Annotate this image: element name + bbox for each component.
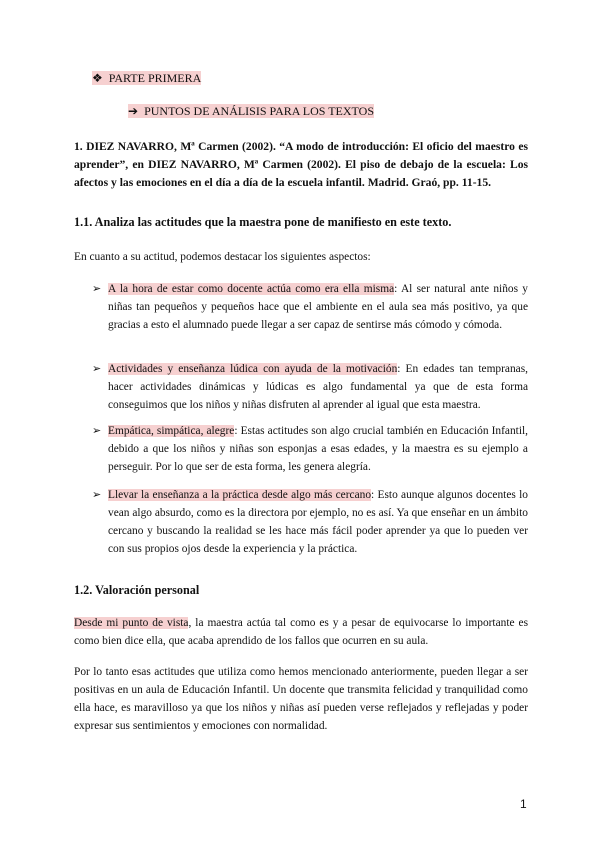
section-1-intro: En cuanto a su actitud, podemos destacar los siguientes aspectos: xyxy=(74,251,371,263)
bullet-text: : Al ser natural ante niños y niñas tan pequeños y pequeños hace que el ambiente en el aula sea más positivo, ya que gracias a esto el alumnado puede llegar a ser capaz de sentirse más cómodo y cómoda. xyxy=(108,283,528,331)
arrowhead-bullet-icon: ➢ xyxy=(92,282,102,295)
bullet-text: : En edades tan tempranas, hacer actividades dinámicas y lúdicas es algo fundamental ya que de esta forma conseguimos que los niños y niñas disfruten al aprender al igual que esta maestra. xyxy=(108,363,529,411)
bullet-highlight: Llevar la enseñanza a la práctica desde algo más cercano xyxy=(108,489,372,501)
points-heading xyxy=(128,104,374,119)
arrow-bullet-icon: ➔ xyxy=(128,104,139,118)
bullet-text: : Esto aunque algunos docentes lo vean algo absurdo, como es la directora por ejemplo, no es así. Ya que enseñar en un ámbito cercano y buscando la realidad se les hace más fácil poder aprender ya que lo pueden ver con sus propios ojos desde la experiencia y la práctica. xyxy=(108,489,528,555)
reference-heading: 1. DIEZ NAVARRO, Mª Carmen (2002). “A modo de introducción: El oficio del maestro es aprender”, en DIEZ NAVARRO, Mª Carmen (2002). El piso de debajo de la escuela: Los afectos y las emociones en el día a día de la escuela infantil. Madrid. Graó, pp. 11-15. xyxy=(74,140,528,189)
arrowhead-bullet-icon: ➢ xyxy=(92,362,102,375)
part-heading xyxy=(92,71,201,86)
section-2-paragraph-1 xyxy=(74,614,528,650)
part-label: PARTE PRIMERA xyxy=(108,71,202,85)
diamond-bullet-icon: ❖ xyxy=(92,71,103,85)
arrowhead-bullet-icon: ➢ xyxy=(92,424,102,437)
section-1-title: 1.1. Analiza las actitudes que la maestra pone de manifiesto en este texto. xyxy=(74,215,452,229)
paragraph-highlight: Desde mi punto de vista xyxy=(74,617,189,629)
list-item xyxy=(92,280,528,334)
arrowhead-bullet-icon: ➢ xyxy=(92,488,102,501)
bullet-highlight: A la hora de estar como docente actúa como era ella misma xyxy=(108,283,395,295)
bullet-highlight: Empática, simpática, alegre xyxy=(108,425,235,437)
bullet-text: : Estas actitudes son algo crucial también en Educación Infantil, debido a que los niños y niñas son esponjas a esas edades, y la maestra es su ejemplo a perseguir. Por lo que ser de esta forma, les genera alegría. xyxy=(108,425,528,473)
paragraph-text: , la maestra actúa tal como es y a pesar de equivocarse lo importante es como bien dice ella, que acaba aprendido de los fallos que ocurren en su aula. xyxy=(74,617,529,647)
list-item xyxy=(92,360,528,414)
points-label: PUNTOS DE ANÁLISIS PARA LOS TEXTOS xyxy=(144,104,375,118)
list-item xyxy=(92,422,528,476)
list-item xyxy=(92,486,528,558)
section-2-paragraph-2: Por lo tanto esas actitudes que utiliza como hemos mencionado anteriormente, pueden llegar a ser positivas en un aula de Educación Infantil. Un docente que transmita felicidad y tranquilidad como ella hace, es maravilloso ya que los niños y niñas así pueden verse reflejados y reflejadas y poder expresar sus sentimientos y emociones con normalidad. xyxy=(74,666,528,732)
page-number: 1 xyxy=(520,797,527,811)
bullet-highlight: Actividades y enseñanza lúdica con ayuda de la motivación xyxy=(108,363,398,375)
section-2-title: 1.2. Valoración personal xyxy=(74,583,200,597)
